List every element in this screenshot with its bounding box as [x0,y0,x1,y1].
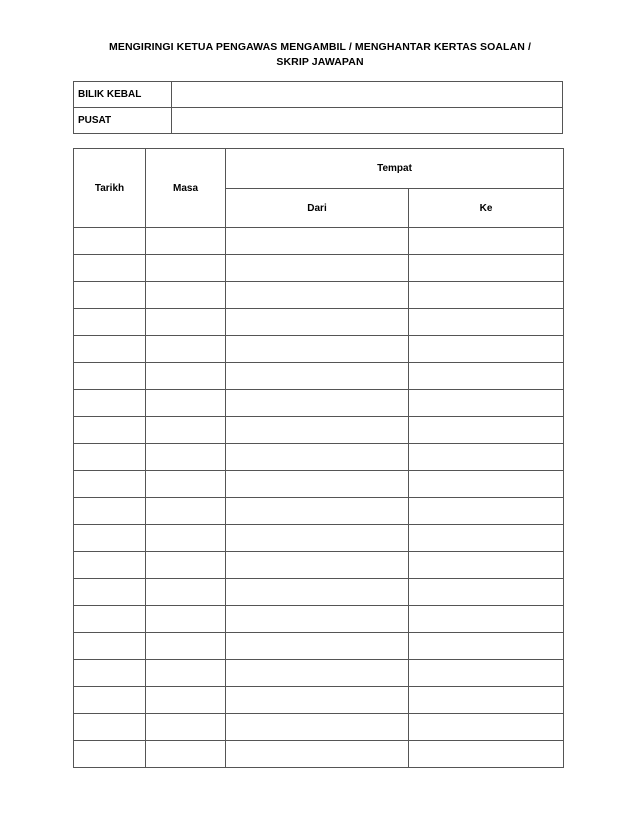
masa-cell[interactable] [146,228,226,255]
masa-cell[interactable] [146,255,226,282]
dari-cell[interactable] [226,471,409,498]
table-row [74,525,564,552]
title-line-1: MENGIRINGI KETUA PENGAWAS MENGAMBIL / MENGHANTAR KERTAS SOALAN / [109,41,531,53]
masa-cell[interactable] [146,741,226,768]
title-line-2: SKRIP JAWAPAN [276,56,364,68]
table-row [74,228,564,255]
dari-cell[interactable] [226,336,409,363]
table-row [74,363,564,390]
table-row [74,633,564,660]
dari-cell[interactable] [226,282,409,309]
tarikh-cell[interactable] [74,552,146,579]
dari-cell[interactable] [226,417,409,444]
bilik-kebal-label: BILIK KEBAL [74,82,172,108]
info-table [73,81,563,134]
tarikh-cell[interactable] [74,606,146,633]
masa-cell[interactable] [146,633,226,660]
table-row [74,552,564,579]
tarikh-cell[interactable] [74,633,146,660]
ke-cell[interactable] [409,417,564,444]
table-row [74,309,564,336]
table-row [74,336,564,363]
masa-cell[interactable] [146,417,226,444]
tarikh-cell[interactable] [74,363,146,390]
header-ke: Ke [409,189,564,228]
masa-cell[interactable] [146,309,226,336]
ke-cell[interactable] [409,579,564,606]
dari-cell[interactable] [226,498,409,525]
dari-cell[interactable] [226,552,409,579]
table-body [74,228,564,768]
tarikh-cell[interactable] [74,444,146,471]
tarikh-cell[interactable] [74,336,146,363]
header-tarikh: Tarikh [74,149,146,228]
ke-cell[interactable] [409,336,564,363]
ke-cell[interactable] [409,228,564,255]
tarikh-cell[interactable] [74,525,146,552]
header-masa: Masa [146,149,226,228]
masa-cell[interactable] [146,660,226,687]
ke-cell[interactable] [409,525,564,552]
tarikh-cell[interactable] [74,498,146,525]
dari-cell[interactable] [226,633,409,660]
ke-cell[interactable] [409,498,564,525]
tarikh-cell[interactable] [74,390,146,417]
ke-cell[interactable] [409,363,564,390]
ke-cell[interactable] [409,660,564,687]
tarikh-cell[interactable] [74,417,146,444]
masa-cell[interactable] [146,525,226,552]
table-row [74,741,564,768]
pusat-row [74,108,563,134]
table-row [74,660,564,687]
table-row [74,498,564,525]
dari-cell[interactable] [226,444,409,471]
pusat-field[interactable] [172,108,563,134]
dari-cell[interactable] [226,363,409,390]
tarikh-cell[interactable] [74,228,146,255]
bilik-kebal-field[interactable] [172,82,563,108]
masa-cell[interactable] [146,606,226,633]
masa-cell[interactable] [146,498,226,525]
tarikh-cell[interactable] [74,660,146,687]
table-row [74,471,564,498]
ke-cell[interactable] [409,606,564,633]
ke-cell[interactable] [409,714,564,741]
masa-cell[interactable] [146,336,226,363]
bilik-kebal-row [74,82,563,108]
dari-cell[interactable] [226,309,409,336]
tarikh-cell[interactable] [74,471,146,498]
dari-cell[interactable] [226,687,409,714]
masa-cell[interactable] [146,363,226,390]
header-tempat: Tempat [226,149,564,189]
document-title [75,40,565,70]
header-row-1 [74,149,564,189]
ke-cell[interactable] [409,282,564,309]
masa-cell[interactable] [146,714,226,741]
tarikh-cell[interactable] [74,255,146,282]
table-row [74,444,564,471]
masa-cell[interactable] [146,687,226,714]
tarikh-cell[interactable] [74,309,146,336]
dari-cell[interactable] [226,714,409,741]
masa-cell[interactable] [146,579,226,606]
table-row [74,390,564,417]
dari-cell[interactable] [226,390,409,417]
masa-cell[interactable] [146,471,226,498]
tarikh-cell[interactable] [74,282,146,309]
ke-cell[interactable] [409,741,564,768]
ke-cell[interactable] [409,390,564,417]
table-row [74,255,564,282]
dari-cell[interactable] [226,255,409,282]
masa-cell[interactable] [146,444,226,471]
ke-cell[interactable] [409,309,564,336]
dari-cell[interactable] [226,525,409,552]
dari-cell[interactable] [226,660,409,687]
dari-cell[interactable] [226,741,409,768]
masa-cell[interactable] [146,282,226,309]
tarikh-cell[interactable] [74,687,146,714]
masa-cell[interactable] [146,552,226,579]
masa-cell[interactable] [146,390,226,417]
table-row [74,606,564,633]
header-dari: Dari [226,189,409,228]
ke-cell[interactable] [409,552,564,579]
dari-cell[interactable] [226,228,409,255]
ke-cell[interactable] [409,471,564,498]
table-row [74,417,564,444]
table-row [74,579,564,606]
table-row [74,714,564,741]
tarikh-cell[interactable] [74,714,146,741]
ke-cell[interactable] [409,255,564,282]
movement-log-table [73,148,564,768]
table-row [74,282,564,309]
ke-cell[interactable] [409,633,564,660]
tarikh-cell[interactable] [74,741,146,768]
ke-cell[interactable] [409,687,564,714]
ke-cell[interactable] [409,444,564,471]
tarikh-cell[interactable] [74,579,146,606]
dari-cell[interactable] [226,606,409,633]
table-row [74,687,564,714]
dari-cell[interactable] [226,579,409,606]
pusat-label: PUSAT [74,108,172,134]
